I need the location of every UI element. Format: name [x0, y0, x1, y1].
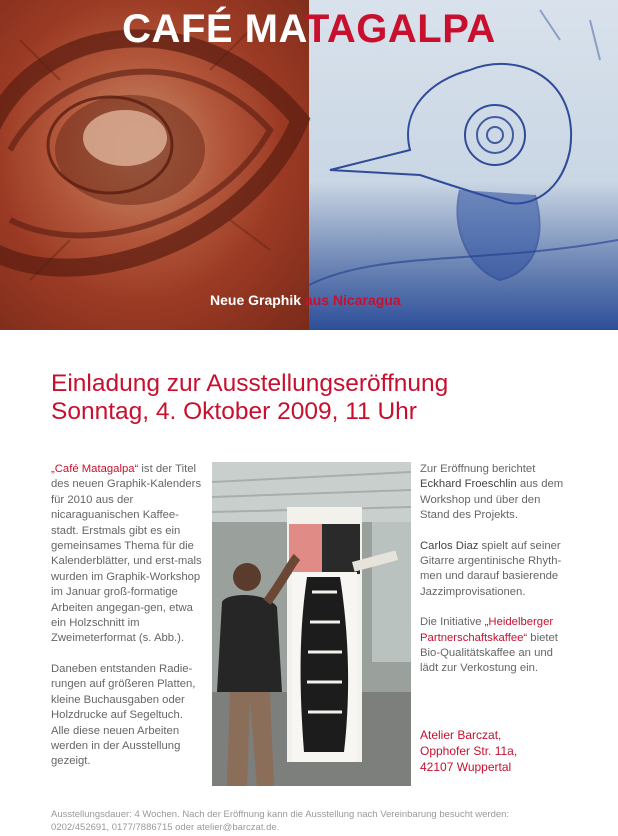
right-paragraph-3-text: Die Initiative — [420, 616, 485, 629]
hero-banner — [0, 0, 618, 330]
footer-note — [51, 809, 611, 834]
hero-title-part1: CAFÉ MA — [122, 7, 305, 51]
woodcut-photo — [212, 462, 411, 786]
address-line1: Atelier Barczat, — [420, 728, 502, 742]
right-text-column — [420, 462, 570, 692]
right-paragraph-3 — [420, 615, 570, 677]
photo-illustration — [212, 462, 411, 786]
speaker-name: Eckhard Froeschlin — [420, 478, 517, 491]
musician-name: Carlos Diaz — [420, 539, 479, 552]
venue-address — [420, 727, 517, 775]
left-paragraph-1 — [51, 462, 203, 647]
left-paragraph-1-text: ist der Titel des neuen Graphik-Kalenders für 2010 aus der nicaraguanischen Kaffee-stadt. Erstmals gibt es ein gemeinsames Thema für die Kalenderblätter, und erst-mals wurden im Graphik-Workshop im Januar groß-formatige Arbeiten angegan-gen, etwa ein Holzschnitt im Zweimeterformat (s. Abb.). — [51, 463, 202, 645]
footer-line2: 0202/452691, 0177/7886715 oder atelier@barczat.de. — [51, 821, 280, 833]
address-line3: 42107 Wuppertal — [420, 760, 512, 774]
right-paragraph-3-rest: bietet Bio-Qualitätskaffee an und lädt zur Verkostung ein. — [420, 631, 558, 675]
hero-subtitle-part2: aus Nicaragua — [304, 292, 401, 308]
calendar-title-highlight: „Café Matagalpa“ — [51, 463, 139, 475]
left-paragraph-2: Daneben entstanden Radie-rungen auf größeren Platten, kleine Buchausgaben oder Holzdrucke auf Segeltuch. Alle diese neuen Arbeiten werden in der Ausstellung gezeigt. — [51, 662, 196, 768]
address-line2: Opphofer Str. 11a, — [420, 744, 518, 758]
hero-subtitle — [210, 292, 401, 308]
footer-line1: Ausstellungsdauer: 4 Wochen. Nach der Eröffnung kann die Ausstellung nach Vereinbarung besucht werden: — [51, 809, 510, 820]
left-text-column — [51, 462, 203, 785]
hero-title-part2: TAGALPA — [304, 7, 496, 51]
right-paragraph-1-text: Zur Eröffnung berichtet — [420, 463, 536, 475]
right-paragraph-1-rest: aus dem Workshop und über den Stand des Projekts. — [420, 478, 564, 522]
hero-title — [0, 6, 618, 52]
right-paragraph-2 — [420, 539, 570, 601]
right-paragraph-2-text: spielt auf seiner Gitarre argentinische Rhyth-men und darauf basierende Jazzimprovisationen. — [420, 539, 562, 598]
right-paragraph-1 — [420, 462, 570, 524]
invitation-headline — [51, 370, 448, 426]
headline-line1: Einladung zur Ausstellungseröffnung — [51, 370, 449, 397]
headline-line2: Sonntag, 4. Oktober 2009, 11 Uhr — [51, 398, 417, 425]
hero-subtitle-part1: Neue Graphik — [210, 292, 305, 308]
initiative-highlight: „Heidelberger Partnerschaftskaffee“ — [420, 616, 554, 644]
